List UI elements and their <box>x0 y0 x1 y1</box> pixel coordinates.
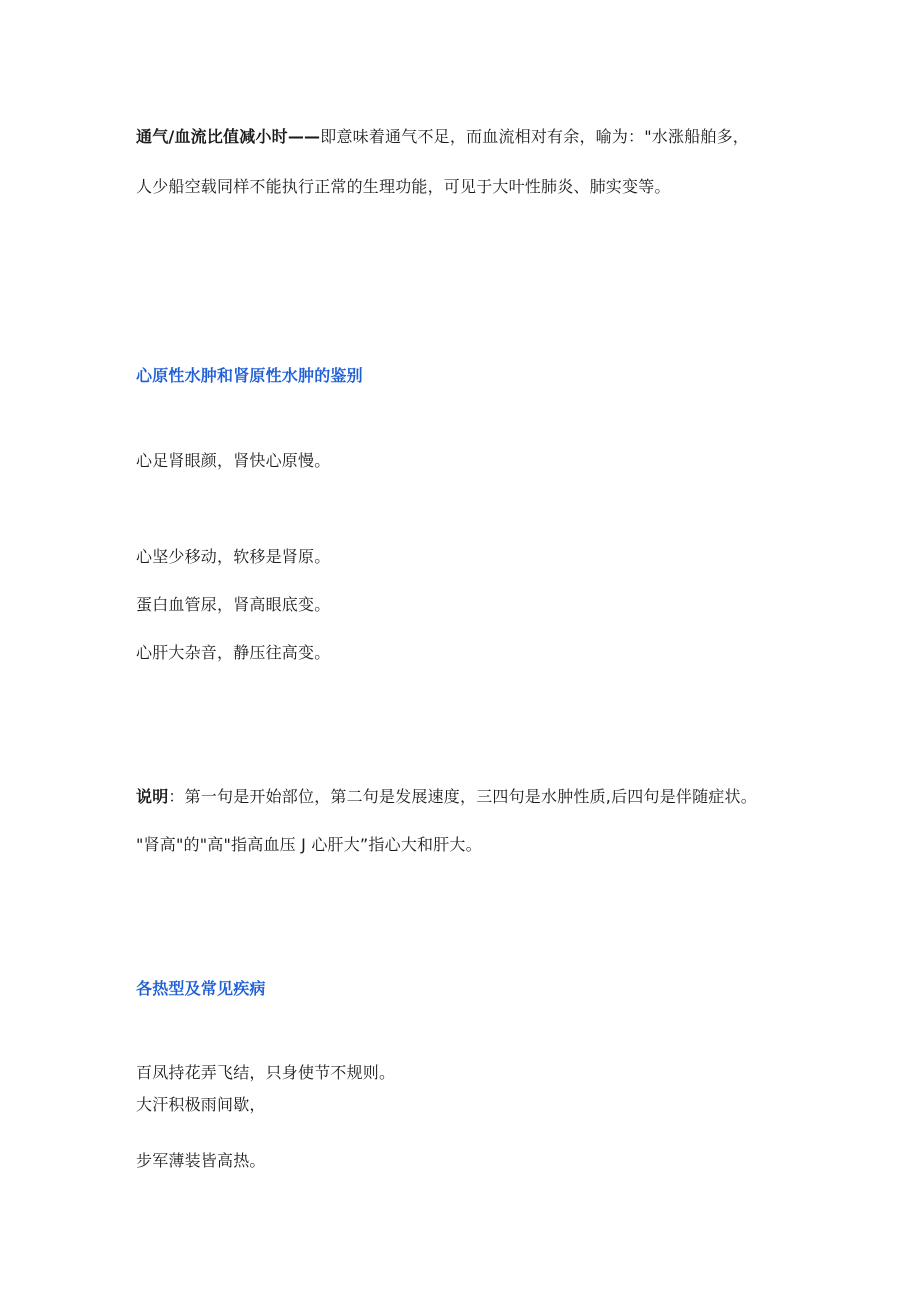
verse-line: 百凤持花弄飞结，只身使节不规则。 <box>136 1063 396 1082</box>
note-paragraph-line2: "肾高"的"高"指高血压 J 心肝大”指心大和肝大。 <box>136 835 482 854</box>
term-bold: 通气/血流比值减小时—— <box>136 127 321 146</box>
verse-line: 心坚少移动，软移是肾原。 <box>136 547 331 566</box>
paragraph-vq-ratio-line2: 人少船空载同样不能执行正常的生理功能，可见于大叶性肺炎、肺实变等。 <box>136 177 671 196</box>
verse-line: 心肝大杂音，静压往高变。 <box>136 643 331 662</box>
note-paragraph <box>136 787 757 807</box>
verse-line: 大汗积极雨间歇， <box>136 1095 266 1114</box>
verse-line: 蛋白血管尿，肾高眼底变。 <box>136 595 331 614</box>
section-heading-fever-types: 各热型及常见疾病 <box>136 979 266 998</box>
section-heading-edema: 心原性水肿和肾原性水肿的鉴别 <box>136 366 363 385</box>
paragraph-vq-ratio-line1 <box>136 127 749 147</box>
verse-line: 步军薄装皆高热。 <box>136 1151 266 1170</box>
note-label: 说明 <box>136 787 169 806</box>
verse-line: 心足肾眼颜，肾快心原慢。 <box>136 451 331 470</box>
note-text: ：第一句是开始部位，第二句是发展速度，三四句是水肿性质,后四句是伴随症状。 <box>168 787 757 806</box>
definition-text: 即意味着通气不足，而血流相对有余，喻为："水涨船舶多， <box>320 127 750 146</box>
